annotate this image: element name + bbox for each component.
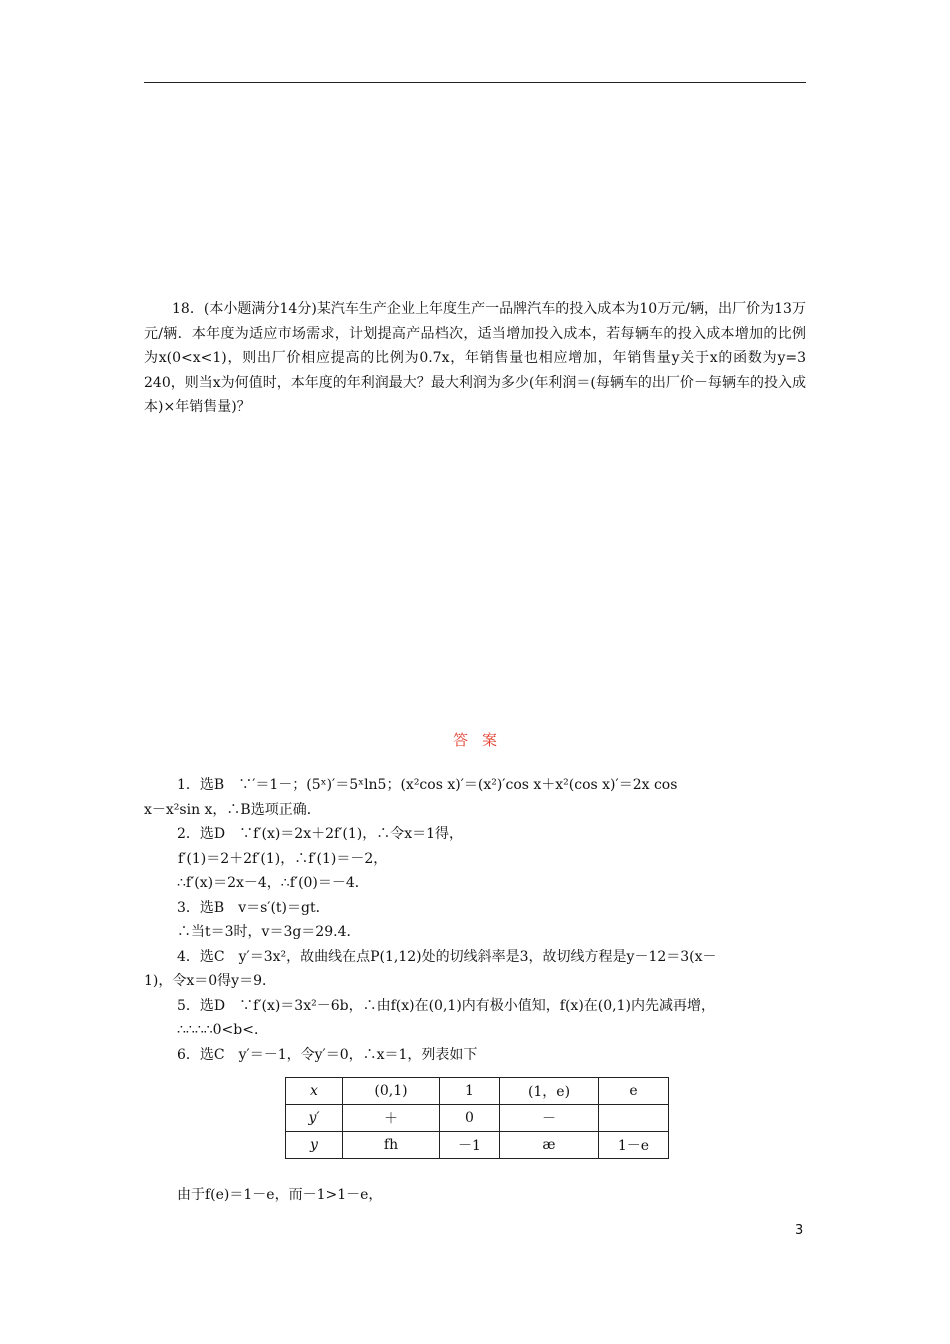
answer-follow-text: 由于f(e)＝1－e，而－1>1－e， [177,1187,383,1203]
page-number: 3 [795,1223,804,1238]
answer-line: 6．选C y′＝－1，令y′＝0，∴x＝1，列表如下 [177,1046,478,1063]
problem-18 [144,297,806,420]
table-cell: (1，e) [500,1078,599,1105]
table-cell [599,1105,669,1132]
answer-line: 4．选C y′＝3x²，故曲线在点P(1,12)处的切线斜率是3，故切线方程是y－12＝3(x－ [177,948,717,965]
table-cell: －1 [440,1132,500,1159]
table-cell: fh [343,1132,440,1159]
table-cell: － [500,1105,599,1132]
table-cell: x [286,1078,343,1105]
table-row [286,1132,669,1159]
table-row [286,1105,669,1132]
table-cell: 0 [440,1105,500,1132]
table-cell: æ [500,1132,599,1159]
answer-line: f′(1)＝2＋2f′(1)，∴f′(1)＝－2， [178,850,388,867]
problem-line: 也相应增加，年销售量y关于x的函数为y=3 240，则当x为何值时，本年度的年利润最大？ [144,350,806,391]
answer-line: 2．选D ∵f′(x)＝2x＋2f′(1)，∴令x＝1得， [177,826,464,842]
table-cell: e [599,1078,669,1105]
problem-line: 辆，出厂价为13万元/辆．本年度为适应市场需求，计划提高产品档次，适当增加投入成本， [144,301,806,342]
answers-section [144,773,806,1067]
problem-line: 18．(本小题满分14分)某汽车生产企业上年度生产一品牌汽车的投入成本为10万元/ [172,301,690,317]
sign-table [285,1077,669,1159]
table-cell: (0,1) [343,1078,440,1105]
answer-line: 5．选D ∵f′(x)＝3x²－6b，∴由f(x)在(0,1)内有极小值知，f(x)在(0,1)内先减再增， [177,997,715,1014]
answer-line: ∴f′(x)＝2x－4，∴f′(0)＝－4． [177,875,369,891]
problem-text [144,297,806,420]
table-cell: ＋ [343,1105,440,1132]
table-cell: y [286,1132,343,1159]
table-cell: 1－e [599,1132,669,1159]
answer-line: 3．选B v＝s′(t)＝gt． [177,899,330,916]
table-row [286,1078,669,1105]
answer-line: ∴∴∴∴0<b<． [177,1022,268,1038]
answer-line: ∴当t＝3时，v＝3g＝29.4． [177,924,361,940]
problem-line: 最大利润为多少(年利润＝(每辆车的出厂价－每辆车的投入成本)×年销售量)？ [144,374,806,415]
header-rule [144,82,806,83]
table-cell: 1 [440,1078,500,1105]
answer-line: 1．选B ∵′＝1－；(5ˣ)′＝5ˣln5；(x²cos x)′＝(x²)′cos x＋x²(cos x)′＝2x cos [177,777,678,793]
answer-line: x－x²sin x，∴B选项正确． [144,801,321,818]
table-cell: y′ [286,1105,343,1132]
answer-title: 答案 [452,731,511,749]
problem-line: 若每辆车的投入成本增加的比例为x(0<x<1)，则出厂价相应提高的比例为0.7x，年销售量 [144,325,807,366]
answer-line: 1)，令x＝0得y＝9． [144,973,276,989]
